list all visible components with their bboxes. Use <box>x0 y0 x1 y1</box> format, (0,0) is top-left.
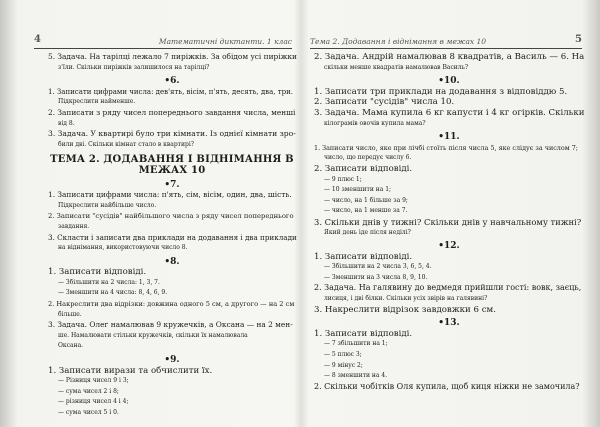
text-line: число, що передує числу 6. <box>324 154 412 162</box>
text-line: більше. <box>58 310 82 318</box>
text-line: 2. Записати "сусідів" числа 10. <box>314 97 455 108</box>
text-line: — Зменшити на 3 числа 8, 9, 10. <box>324 273 428 281</box>
exercise-number: •7. <box>164 179 180 190</box>
text-line: 1. Записати вирази та обчислити їх. <box>48 365 213 376</box>
text-line: 1. Записати цифрами числа: п'ять, сім, вісім, один, два, шість. <box>48 190 292 200</box>
exercise-number: •6. <box>164 76 180 87</box>
text-line: 1. Записати відповіді. <box>314 251 413 262</box>
exercise-number: •8. <box>164 256 180 267</box>
text-line: 5. Задача. На тарілці лежало 7 пиріжків. За обідом усі пиріжки <box>48 52 297 61</box>
text-line: — число, на 1 менше за 7. <box>324 207 408 215</box>
text-line: — 9 плюс 1; <box>324 175 362 183</box>
text-line: 3. Накреслити відрізок завдовжки 6 см. <box>314 304 496 315</box>
text-line: 2. Задача. Андрій намалював 8 квадратів, а Василь — 6. На <box>314 52 585 62</box>
text-line: 2. Скільки чобітків Оля купила, щоб киця ніжки не замочила? <box>314 381 580 391</box>
right-header-title: Тема 2. Додавання і віднімання в межах 10 <box>310 37 487 46</box>
text-line: — 8 зменшити на 4. <box>324 372 388 380</box>
text-line: — 9 мінус 2; <box>324 361 363 369</box>
text-line: на віднімання, використовуючи число 8. <box>58 244 188 252</box>
exercise-number: •12. <box>438 241 460 252</box>
text-line: били дві. Скільки кімнат стало в квартирі? <box>58 140 194 148</box>
text-line: 2. Накреслити два відрізки: довжина одного 5 см, а другого — на 2 см <box>48 300 295 309</box>
left-page <box>0 0 299 427</box>
right-page-text <box>314 52 584 392</box>
text-line: 1. Записати число, яке при лічбі стоїть після числа 5, яке слідує за числом 7; <box>314 143 578 152</box>
text-line: 2. Задача. На галявину до ведмедя прийшли гості: вовк, заєць, <box>314 283 582 293</box>
text-line: Підкреслити найменше. <box>58 98 136 106</box>
text-line: — 10 зменшити на 1; <box>324 186 392 194</box>
text-line: 3. Задача. Мама купила 6 кг капусти і 4 кг огірків. Скільки <box>314 107 585 118</box>
text-line: з'їли. Скільки пиріжків залишилося на тарілці? <box>58 63 210 71</box>
left-header-title: Математичні диктанти. 1 клас <box>158 37 292 46</box>
text-line: кілограмів овочів купила мама? <box>324 119 426 127</box>
right-page <box>302 0 600 427</box>
text-line: від 8. <box>58 119 75 127</box>
text-line: ше. Намалювати стільки кружечків, скільки їх намалювала <box>58 331 248 339</box>
text-line: скільки менше квадратів намалював Василь? <box>324 63 469 71</box>
text-line: — число, на 1 більше за 9; <box>324 196 408 204</box>
text-line: 2. Записати "сусідів" найбільшого числа з ряду чисел попереднього <box>48 212 294 221</box>
text-line: 2. Записати відповіді. <box>314 163 413 174</box>
text-line: лисиця, і дві білки. Скільки усіх звірів на галявині? <box>324 295 488 303</box>
text-line: Підкреслити найбільше число. <box>58 201 157 209</box>
exercise-number: •10. <box>438 76 460 87</box>
text-line: — 7 збільшити на 1; <box>324 340 388 348</box>
left-page-text <box>48 52 296 419</box>
text-line: Оксана. <box>58 342 84 350</box>
text-line: — різниця чисел 4 і 4; <box>58 398 129 406</box>
text-line: 3. Скільки днів у тижні? Скільки днів у навчальному тижні? <box>314 216 582 227</box>
text-line: — Збільшити на 2 числа 3, 6, 5, 4. <box>324 263 432 271</box>
text-line: 1. Записати відповіді. <box>314 328 413 339</box>
text-line: — сума чисел 2 і 8; <box>58 387 119 395</box>
exercise-number: •9. <box>164 355 180 366</box>
exercise-number: •13. <box>438 318 460 329</box>
text-line: 3. Задача. У квартирі було три кімнати. Із однієї кімнати зро- <box>48 129 296 139</box>
right-running-header <box>310 36 582 49</box>
text-line: 2. Записати з ряду чисел попереднього завдання числа, менші <box>48 107 296 117</box>
topic-heading: ТЕМА 2. ДОДАВАННЯ І ВІДНІМАННЯ В МЕЖАХ 10 <box>50 154 294 176</box>
right-page-number: 5 <box>575 34 582 45</box>
left-page-number: 4 <box>34 34 41 45</box>
text-line: завдання. <box>58 222 90 230</box>
text-line: — 5 плюс 3; <box>324 351 362 359</box>
text-line: 3. Задача. Олег намалював 9 кружечків, а Оксана — на 2 мен- <box>48 320 293 330</box>
left-running-header <box>34 36 292 49</box>
text-line: 1. Записати відповіді. <box>48 267 147 278</box>
text-line: — Зменшити на 4 числа: 8, 4, 6, 9. <box>58 289 168 297</box>
text-line: — Різниця чисел 9 і 3; <box>58 377 129 385</box>
text-line: 1. Записати три приклади на додавання з відповіддю 5. <box>314 86 568 97</box>
text-line: — Збільшити на 2 числа: 1, 3, 7. <box>58 278 160 286</box>
exercise-number: •11. <box>438 132 460 143</box>
text-line: Який день іде після неділі? <box>324 228 411 236</box>
text-line: 1. Записати цифрами числа: дев'ять, вісім, п'ять, десять, два, три. <box>48 87 293 96</box>
text-line: — сума чисел 5 і 0. <box>58 409 119 416</box>
text-line: 3. Скласти і записати два приклади на додавання і два приклади <box>48 232 297 242</box>
